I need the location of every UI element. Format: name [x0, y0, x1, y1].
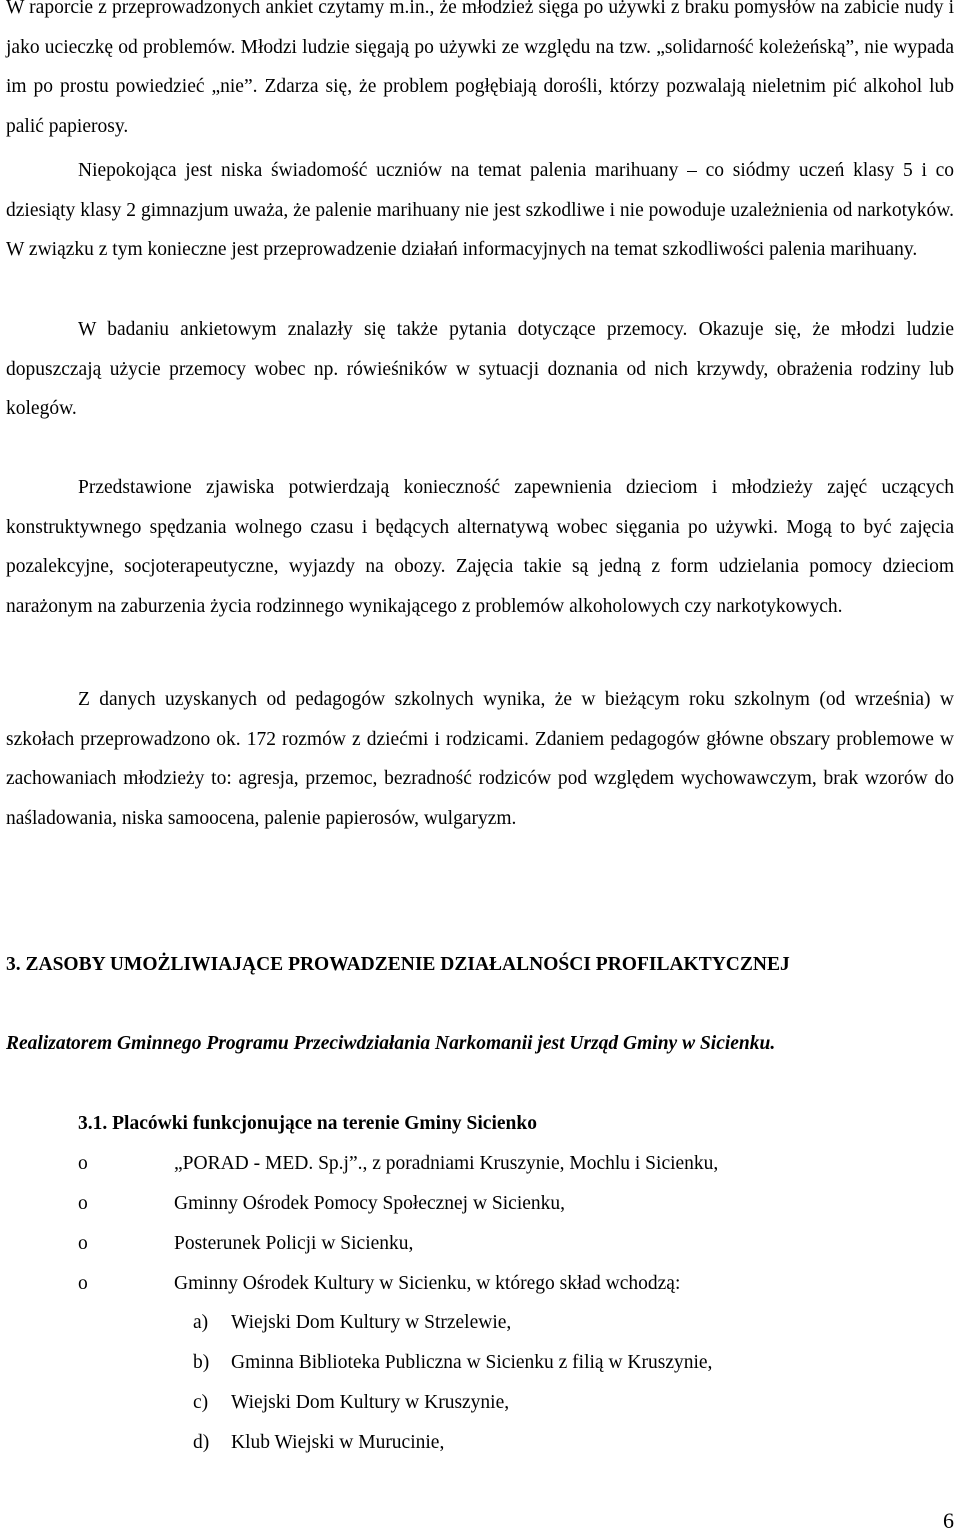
- list-item-text: Gminny Ośrodek Kultury w Sicienku, w którego skład wchodzą:: [174, 1273, 681, 1294]
- culture-units-sublist: [0, 1303, 960, 1463]
- paragraph-pedagogues-data: Z danych uzyskanych od pedagogów szkolnych wynika, że w bieżącym roku szkolnym (od września) w szkołach przeprowadzono ok. 172 rozmów z dziećmi i rodzicami. Zdaniem pedagogów główne obszary problemowe w zachowaniach młodzieży to: agresja, przemoc, bezradność rodziców pod względem wychowawczym, brak wzorów do naśladowania, niska samoocena, palenie papierosów, wulgaryzm.: [6, 689, 954, 829]
- section-heading: 3. ZASOBY UMOŻLIWIAJĄCE PROWADZENIE DZIAŁALNOŚCI PROFILAKTYCZNEJ: [6, 954, 790, 975]
- page-number: 6: [943, 1508, 954, 1533]
- subsection-heading: 3.1. Placówki funkcjonujące na terenie Gminy Sicienko: [78, 1113, 537, 1134]
- sublist-item-text: Klub Wiejski w Murucinie,: [231, 1432, 445, 1453]
- intro-italic: Realizatorem Gminnego Programu Przeciwdziałania Narkomanii jest Urząd Gminy w Sicienku.: [6, 1033, 776, 1054]
- list-bullet: o: [78, 1233, 88, 1254]
- sublist-item-text: Wiejski Dom Kultury w Kruszynie,: [231, 1392, 510, 1413]
- paragraph-survey-report: W raporcie z przeprowadzonych ankiet czytamy m.in., że młodzież sięga po używki z braku pomysłów na zabicie nudy i jako ucieczkę od problemów. Młodzi ludzie sięgają po używki ze względu na tzw. „solidarność koleżeńską”, nie wypada im po prostu powiedzieć „nie”. Zdarza się, że problem pogłębiają dorośli, którzy pozwalają nieletnim pić alkohol lub palić papierosy.: [6, 0, 954, 137]
- sublist-item: [0, 1343, 960, 1383]
- paragraph-activities: Przedstawione zjawiska potwierdzają konieczność zapewnienia dzieciom i młodzieży zajęć uczących konstruktywnego spędzania wolnego czasu i będących alternatywą wobec sięgania po używki. Mogą to być zajęcia pozalekcyjne, socjoterapeutyczne, wyjazdy na obozy. Zajęcia takie są jedną z form udzielania pomocy dzieciom narażonym na zaburzenia życia rodzinnego wynikającego z problemów alkoholowych czy narkotykowych.: [6, 477, 954, 617]
- institutions-list: [0, 1144, 960, 1304]
- sublist-marker: b): [193, 1352, 210, 1373]
- list-item: [0, 1264, 960, 1304]
- list-bullet: o: [78, 1273, 88, 1294]
- list-item-text: „PORAD - MED. Sp.j”., z poradniami Kruszynie, Mochlu i Sicienku,: [174, 1153, 719, 1174]
- sublist-item-text: Gminna Biblioteka Publiczna w Sicienku z filią w Kruszynie,: [231, 1352, 713, 1373]
- sublist-item: [0, 1423, 960, 1463]
- sublist-marker: a): [193, 1312, 209, 1333]
- sublist-item: [0, 1383, 960, 1423]
- sublist-item: [0, 1303, 960, 1343]
- paragraph-marijuana-awareness: Niepokojąca jest niska świadomość uczniów na temat palenia marihuany – co siódmy uczeń klasy 5 i co dziesiąty klasy 2 gimnazjum uważa, że palenie marihuany nie jest szkodliwe i nie powoduje uzależnienia od narkotyków. W związku z tym konieczne jest przeprowadzenie działań informacyjnych na temat szkodliwości palenia marihuany.: [6, 160, 954, 260]
- sublist-marker: c): [193, 1392, 209, 1413]
- list-item: [0, 1184, 960, 1224]
- list-item-text: Gminny Ośrodek Pomocy Społecznej w Sicienku,: [174, 1193, 566, 1214]
- list-item: [0, 1144, 960, 1184]
- list-item-text: Posterunek Policji w Sicienku,: [174, 1233, 414, 1254]
- list-bullet: o: [78, 1193, 88, 1214]
- sublist-marker: d): [193, 1432, 210, 1453]
- paragraph-violence: W badaniu ankietowym znalazły się także pytania dotyczące przemocy. Okazuje się, że młodzi ludzie dopuszczają użycie przemocy wobec np. rówieśników w sytuacji doznania od nich krzywdy, obrażenia rodziny lub kolegów.: [6, 319, 954, 419]
- sublist-item-text: Wiejski Dom Kultury w Strzelewie,: [231, 1312, 512, 1333]
- list-bullet: o: [78, 1153, 88, 1174]
- list-item: [0, 1224, 960, 1264]
